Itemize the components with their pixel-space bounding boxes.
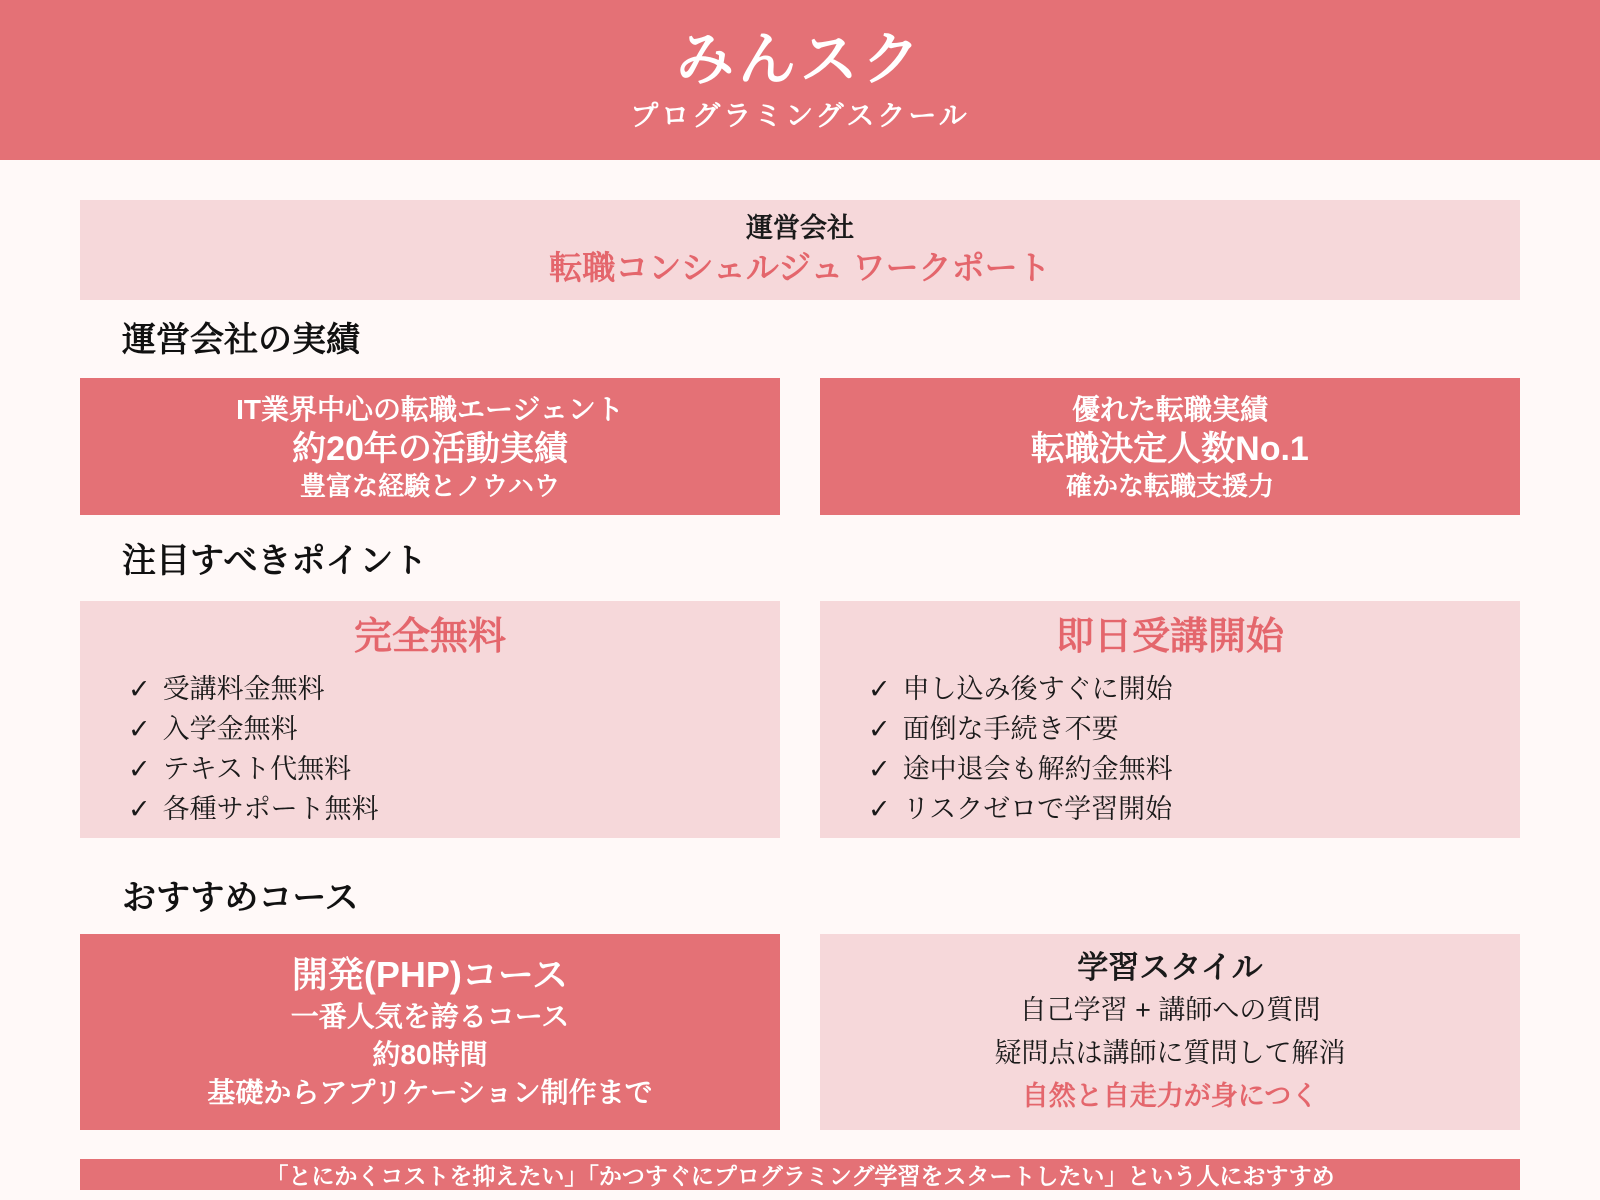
track-record-left-line1: IT業界中心の転職エージェント <box>236 393 624 425</box>
check-icon: ✓ <box>128 794 151 824</box>
points-same-day-list <box>820 669 1520 829</box>
list-item-label: テキスト代無料 <box>162 754 352 784</box>
section-heading-track-record: 運営会社の実績 <box>122 321 360 359</box>
section-heading-course: おすすめコース <box>122 879 359 917</box>
points-same-day-title: 即日受講開始 <box>1055 616 1284 658</box>
list-item <box>128 789 780 829</box>
operator-label: 運営会社 <box>746 213 854 243</box>
page-title: みんスク <box>675 27 924 92</box>
course-php-title: 開発(PHP)コース <box>291 954 569 995</box>
course-row <box>80 934 1520 1130</box>
page-content <box>80 200 1520 1190</box>
track-record-right-line2: 転職決定人数No.1 <box>1031 429 1309 468</box>
track-record-row <box>80 378 1520 515</box>
list-item-label: 各種サポート無料 <box>162 794 379 824</box>
list-item-label: リスクゼロで学習開始 <box>902 794 1173 824</box>
learning-style-card <box>820 934 1520 1130</box>
check-icon: ✓ <box>868 794 891 824</box>
list-item-label: 申し込み後すぐに開始 <box>902 674 1173 704</box>
learning-style-title: 学習スタイル <box>1077 949 1263 985</box>
list-item <box>128 669 780 709</box>
points-free-list <box>80 669 780 829</box>
recommendation-bar <box>80 1159 1520 1190</box>
learning-style-line2: 疑問点は講師に質問して解消 <box>994 1037 1346 1068</box>
list-item-label: 面倒な手続き不要 <box>902 714 1119 744</box>
check-icon: ✓ <box>128 674 151 704</box>
track-record-right-line1: 優れた転職実績 <box>1071 393 1268 425</box>
check-icon: ✓ <box>128 754 151 784</box>
list-item <box>868 709 1520 749</box>
points-row <box>80 601 1520 838</box>
points-same-day-card <box>820 601 1520 838</box>
track-record-left-line3: 豊富な経験とノウハウ <box>299 470 560 501</box>
list-item-label: 途中退会も解約金無料 <box>902 754 1173 784</box>
list-item <box>868 669 1520 709</box>
page-header <box>0 0 1600 160</box>
list-item <box>128 749 780 789</box>
section-heading-points: 注目すべきポイント <box>122 542 428 580</box>
page-subtitle: プログラミングスクール <box>630 100 970 131</box>
check-icon: ✓ <box>868 714 891 744</box>
operator-box <box>80 200 1520 300</box>
track-record-right-card <box>820 378 1520 515</box>
course-php-line2: 一番人気を誇るコース <box>290 1001 570 1032</box>
check-icon: ✓ <box>128 714 151 744</box>
track-record-right-line3: 確かな転職支援力 <box>1065 470 1274 501</box>
points-free-card <box>80 601 780 838</box>
track-record-left-line2: 約20年の活動実績 <box>292 429 568 468</box>
course-php-line4: 基礎からアプリケーション制作まで <box>207 1077 653 1108</box>
check-icon: ✓ <box>868 674 891 704</box>
list-item <box>128 709 780 749</box>
list-item <box>868 789 1520 829</box>
course-php-line3: 約80時間 <box>372 1039 488 1070</box>
list-item-label: 入学金無料 <box>162 714 298 744</box>
list-item-label: 受講料金無料 <box>162 674 325 704</box>
learning-style-line1: 自己学習 + 講師への質問 <box>1019 994 1321 1025</box>
track-record-left-card <box>80 378 780 515</box>
course-php-card <box>80 934 780 1130</box>
operator-name: 転職コンシェルジュ ワークポート <box>549 249 1051 286</box>
list-item <box>868 749 1520 789</box>
check-icon: ✓ <box>868 754 891 784</box>
learning-style-highlight: 自然と自走力が身につく <box>1021 1080 1319 1111</box>
recommendation-text: 「とにかくコストを抑えたい」「かつすぐにプログラミング学習をスタートしたい」という人におすすめ <box>265 1163 1335 1189</box>
points-free-title: 完全無料 <box>353 616 506 658</box>
